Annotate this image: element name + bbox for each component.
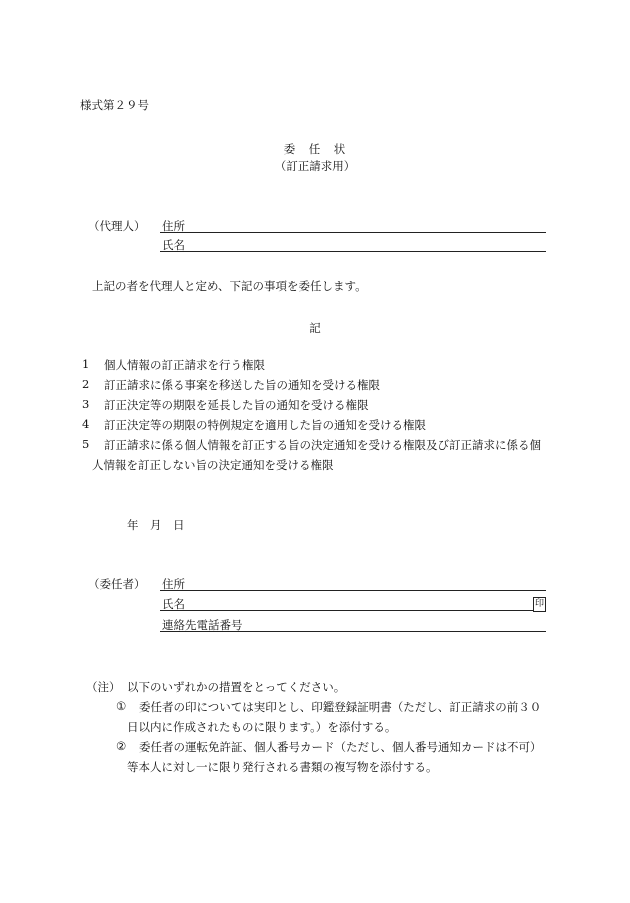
document-subtitle: （訂正請求用） — [274, 159, 356, 173]
principal-name-label: 氏名 — [162, 597, 185, 611]
item-number: 4 — [82, 417, 90, 431]
item-text: 訂正請求に係る個人情報を訂正する旨の決定通知を受ける権限及び訂正請求に係る個 — [104, 438, 541, 452]
note-marker: ② — [116, 739, 127, 753]
item-number: 3 — [82, 397, 90, 411]
principal-phone-field[interactable] — [160, 631, 546, 632]
principal-name-field[interactable] — [160, 610, 546, 611]
item-number: 2 — [82, 377, 90, 391]
note-text-continuation: 日以内に作成されたものに限ります。）を添付する。 — [127, 720, 397, 734]
seal-mark: 印 — [533, 597, 546, 612]
note-text: 委任者の印については実印とし、印鑑登録証明書（ただし、訂正請求の前３０ — [139, 700, 542, 714]
item-text: 訂正決定等の期限の特例規定を適用した旨の通知を受ける権限 — [104, 418, 426, 432]
agent-role-label: （代理人） — [88, 219, 146, 233]
item-text: 訂正決定等の期限を延長した旨の通知を受ける権限 — [104, 398, 369, 412]
principal-phone-label: 連絡先電話番号 — [162, 618, 243, 632]
form-number: 様式第２９号 — [80, 98, 149, 112]
date-line[interactable]: 年 月 日 — [127, 518, 185, 532]
principal-role-label: （委任者） — [88, 577, 146, 591]
document-title: 委 任 状 — [283, 142, 347, 156]
note-text: 委任者の運転免許証、個人番号カード（ただし、個人番号通知カードは不可） — [139, 740, 542, 754]
item-text: 個人情報の訂正請求を行う権限 — [104, 358, 265, 372]
ki-heading: 記 — [309, 321, 321, 335]
agent-address-field[interactable] — [160, 232, 546, 233]
principal-address-field[interactable] — [160, 590, 546, 591]
agent-name-field[interactable] — [160, 251, 546, 252]
note-text-continuation: 等本人に対し一に限り発行される書類の複写物を添付する。 — [127, 760, 438, 774]
item-text: 訂正請求に係る事案を移送した旨の通知を受ける権限 — [104, 378, 380, 392]
item-text-continuation: 人情報を訂正しない旨の決定通知を受ける権限 — [92, 458, 334, 472]
notes-intro: 以下のいずれかの措置をとってください。 — [127, 680, 346, 694]
item-number: 5 — [82, 437, 90, 451]
intro-text: 上記の者を代理人と定め、下記の事項を委任します。 — [92, 279, 367, 293]
agent-address-label: 住所 — [162, 219, 185, 233]
agent-name-label: 氏名 — [162, 238, 185, 252]
item-number: 1 — [82, 357, 90, 371]
notes-label: （注） — [86, 680, 121, 694]
note-marker: ① — [116, 699, 127, 713]
principal-address-label: 住所 — [162, 577, 185, 591]
